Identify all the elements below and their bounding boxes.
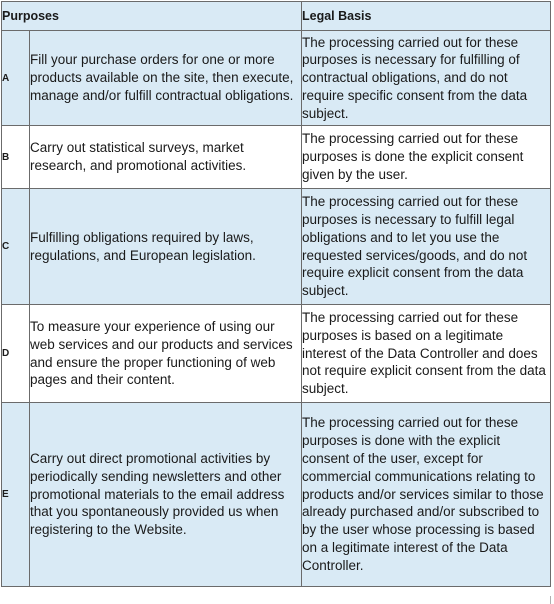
table-row <box>2 403 551 587</box>
row-letter: A <box>2 31 30 126</box>
row-letter: B <box>2 126 30 189</box>
table-row <box>2 305 551 403</box>
row-letter: C <box>2 189 30 305</box>
legal-basis-header: Legal Basis <box>302 2 551 31</box>
row-letter: E <box>2 403 30 587</box>
purposes-header: Purposes <box>2 2 302 31</box>
row-letter: D <box>2 305 30 403</box>
purpose-cell: To measure your experience of using our web services and our products and services and ensure the proper functioning of web pages and their content. <box>30 305 302 403</box>
legal-basis-cell: The processing carried out for these purposes is done with the explicit consent of the user, except for commercial communications relating to products and/or services similar to those already purchased and/or subscribed to by the user whose processing is based on a legitimate interest of the Data Controller. <box>302 403 551 587</box>
table-row <box>2 189 551 305</box>
legal-basis-cell: The processing carried out for these purposes is based on a legitimate interest of the Data Controller and does not require explicit consent from the data subject. <box>302 305 551 403</box>
table-row <box>2 31 551 126</box>
legal-basis-cell: The processing carried out for these purposes is necessary for fulfilling of contractual obligations, and do not require specific consent from the data subject. <box>302 31 551 126</box>
legal-basis-cell: The processing carried out for these purposes is done the explicit consent given by the user. <box>302 126 551 189</box>
purposes-legal-basis-table <box>1 1 551 587</box>
purpose-cell: Carry out statistical surveys, market research, and promotional activities. <box>30 126 302 189</box>
table-header-row <box>2 2 551 31</box>
purpose-cell: Fulfilling obligations required by laws, regulations, and European legislation. <box>30 189 302 305</box>
table-row <box>2 126 551 189</box>
legal-basis-cell: The processing carried out for these purposes is necessary to fulfill legal obligations and to let you use the requested services/goods, and do not require explicit consent from the data subject. <box>302 189 551 305</box>
purpose-cell: Fill your purchase orders for one or more products available on the site, then execute, manage and/or fulfill contractual obligations. <box>30 31 302 126</box>
table-resize-handle[interactable] <box>550 596 554 604</box>
purpose-cell: Carry out direct promotional activities by periodically sending newsletters and other promotional materials to the email address that you spontaneously provided us when registering to the Website. <box>30 403 302 587</box>
